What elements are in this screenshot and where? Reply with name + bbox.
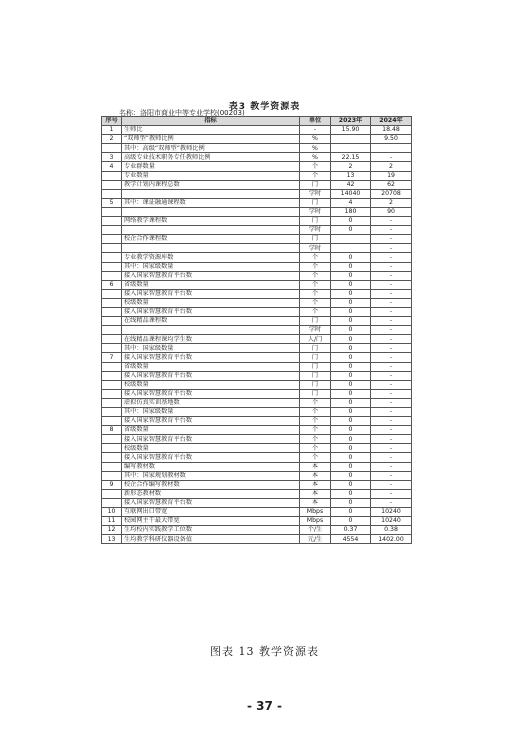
table-row [102,371,412,380]
row-unit: 个 [300,271,331,280]
row-value-2024: - [371,262,412,271]
table-row [102,489,412,498]
row-indicator: 校级数量 [122,444,300,453]
row-number: 7 [102,353,122,362]
row-value-2024: - [371,480,412,489]
table-header-row [102,117,412,126]
row-number [102,307,122,316]
table-row [102,171,412,180]
row-value-2024: 2 [371,198,412,207]
row-indicator [122,226,300,235]
row-indicator: 接入国家智慧教育平台数 [122,371,300,380]
row-value-2024: - [371,453,412,462]
row-value-2024: 18.48 [371,126,412,135]
row-value-2024: - [371,435,412,444]
row-number: 3 [102,153,122,162]
row-unit: 个 [300,253,331,262]
row-unit: 门 [300,235,331,244]
row-value-2024: 2 [371,162,412,171]
row-value-2023: 4554 [331,535,371,544]
row-value-2023: 0 [331,444,371,453]
row-value-2023: 180 [331,207,371,216]
row-unit: % [300,135,331,144]
row-indicator [122,189,300,198]
row-value-2024: - [371,380,412,389]
row-number [102,298,122,307]
row-unit: 个 [300,298,331,307]
row-value-2024: - [371,371,412,380]
row-value-2023: 0.37 [331,526,371,535]
row-value-2024: - [371,408,412,417]
row-unit: % [300,153,331,162]
row-number [102,444,122,453]
table-row [102,244,412,253]
row-indicator: 新形态教材数 [122,489,300,498]
row-value-2023 [331,135,371,144]
row-unit: 个 [300,444,331,453]
row-indicator: 接入国家智慧教育平台数 [122,453,300,462]
row-value-2024: 90 [371,207,412,216]
row-indicator: 生均教学科研仪器设备值 [122,535,300,544]
table-row [102,144,412,153]
row-number [102,226,122,235]
row-number [102,380,122,389]
table-row [102,389,412,398]
row-indicator: 校级数量 [122,380,300,389]
table-row [102,317,412,326]
table-row [102,198,412,207]
row-unit: 门 [300,353,331,362]
row-unit: 个 [300,408,331,417]
row-value-2023: 0 [331,317,371,326]
table-row [102,398,412,407]
row-value-2023: 0 [331,417,371,426]
row-value-2024: - [371,317,412,326]
row-indicator: 在线精品课程数 [122,317,300,326]
row-number [102,262,122,271]
table-row [102,217,412,226]
row-unit: 个 [300,426,331,435]
row-number: 4 [102,162,122,171]
row-unit: 本 [300,471,331,480]
row-unit: % [300,144,331,153]
row-indicator: 专业数量 [122,171,300,180]
row-unit: 本 [300,489,331,498]
row-unit: 门 [300,217,331,226]
row-unit: 个 [300,453,331,462]
row-indicator: 接入国家智慧教育平台数 [122,435,300,444]
row-unit: 人/门 [300,335,331,344]
row-value-2024: 10240 [371,508,412,517]
row-number: 12 [102,526,122,535]
row-value-2023 [331,235,371,244]
row-value-2023: 0 [331,289,371,298]
row-value-2024: - [371,398,412,407]
row-value-2024: - [371,344,412,353]
row-indicator: 其中：国家规划教材数 [122,471,300,480]
row-value-2023: 0 [331,453,371,462]
row-number [102,335,122,344]
row-number [102,471,122,480]
row-value-2023: 0 [331,371,371,380]
row-value-2023: 0 [331,462,371,471]
table-row [102,444,412,453]
row-unit: 学时 [300,189,331,198]
row-value-2024: - [371,271,412,280]
row-unit: 个 [300,417,331,426]
row-unit: 个 [300,171,331,180]
row-number [102,408,122,417]
header-no: 序号 [102,117,122,126]
row-indicator: 其中：课证融通课程数 [122,198,300,207]
row-unit: 门 [300,344,331,353]
row-number [102,344,122,353]
row-number [102,326,122,335]
row-indicator: 校企合作编写教材数 [122,480,300,489]
row-value-2023: 0 [331,362,371,371]
row-value-2024: - [371,471,412,480]
table-row [102,471,412,480]
row-value-2024: 9.50 [371,135,412,144]
row-value-2024: - [371,417,412,426]
row-value-2023: 0 [331,353,371,362]
row-value-2023: 0 [331,280,371,289]
row-indicator: 校园网主干最大带宽 [122,517,300,526]
table-row [102,326,412,335]
row-indicator: 接入国家智慧教育平台数 [122,417,300,426]
row-unit: 门 [300,198,331,207]
row-unit: 门 [300,389,331,398]
row-value-2023: 0 [331,344,371,353]
row-value-2024: - [371,389,412,398]
table-row [102,526,412,535]
row-unit: Mbps [300,508,331,517]
table-row [102,271,412,280]
row-value-2023: 0 [331,426,371,435]
row-indicator: 生师比 [122,126,300,135]
row-indicator: 校级数量 [122,298,300,307]
row-indicator: 高级专业技术职务专任教师比例 [122,153,300,162]
row-unit: 个/生 [300,526,331,535]
row-unit: 学时 [300,326,331,335]
row-value-2023: 0 [331,471,371,480]
table-row [102,517,412,526]
row-indicator: 省级数量 [122,426,300,435]
row-value-2024: - [371,489,412,498]
table-row [102,162,412,171]
row-value-2023: 0 [331,498,371,507]
header-unit: 单位 [300,117,331,126]
row-value-2024: 20708 [371,189,412,198]
row-value-2024: - [371,253,412,262]
table-row [102,298,412,307]
row-indicator [122,207,300,216]
row-unit: 门 [300,180,331,189]
row-indicator: 在线精品课程课均学生数 [122,335,300,344]
row-value-2024: - [371,289,412,298]
row-number [102,244,122,253]
table-row [102,307,412,316]
row-indicator: 接入国家智慧教育平台数 [122,353,300,362]
row-number [102,217,122,226]
row-value-2024: - [371,280,412,289]
row-value-2024: - [371,298,412,307]
row-value-2023: 0 [331,307,371,316]
row-number [102,389,122,398]
table-row [102,180,412,189]
figure-caption: 图表 13 教学资源表 [210,645,319,658]
row-value-2023: 0 [331,489,371,498]
row-unit: Mbps [300,517,331,526]
row-unit: 学时 [300,207,331,216]
row-number: 2 [102,135,122,144]
row-indicator: 互联网出口带宽 [122,508,300,517]
table-row [102,189,412,198]
row-indicator: 其中：高级“双师型”教师比例 [122,144,300,153]
row-indicator: 网络教学课程数 [122,217,300,226]
row-value-2023: 0 [331,271,371,280]
row-value-2024: - [371,307,412,316]
row-indicator: 专业群数量 [122,162,300,171]
table-row [102,426,412,435]
row-indicator [122,244,300,253]
row-indicator: 其中：国家级数量 [122,262,300,271]
row-indicator: 接入国家智慧教育平台数 [122,271,300,280]
table-row [102,280,412,289]
table-row [102,235,412,244]
table-row [102,498,412,507]
row-unit: 个 [300,262,331,271]
teaching-resources-table [101,116,412,544]
table-row [102,435,412,444]
row-number [102,453,122,462]
row-number: 1 [102,126,122,135]
header-2024: 2024年 [371,117,412,126]
row-indicator: 接入国家智慧教育平台数 [122,389,300,398]
table-row [102,480,412,489]
row-indicator: 其中：国家级数量 [122,408,300,417]
row-value-2023: 0 [331,253,371,262]
row-value-2023 [331,244,371,253]
row-number [102,289,122,298]
row-unit: 门 [300,371,331,380]
row-value-2024: - [371,498,412,507]
table-title: 表3 教学资源表 [228,102,301,112]
row-number [102,362,122,371]
row-number: 11 [102,517,122,526]
row-indicator [122,326,300,335]
row-value-2023: 0 [331,398,371,407]
row-value-2023: 0 [331,298,371,307]
row-value-2023: 0 [331,217,371,226]
row-value-2024: - [371,462,412,471]
table-row [102,362,412,371]
row-indicator: 接入国家智慧教育平台数 [122,498,300,507]
row-value-2024: 10240 [371,517,412,526]
row-unit: 学时 [300,244,331,253]
row-value-2023: 0 [331,262,371,271]
row-value-2023: 0 [331,508,371,517]
row-number [102,417,122,426]
row-value-2024: - [371,326,412,335]
row-number: 6 [102,280,122,289]
row-unit: 个 [300,435,331,444]
row-value-2024: 19 [371,171,412,180]
row-value-2024: - [371,426,412,435]
row-number [102,253,122,262]
row-unit: 本 [300,462,331,471]
row-value-2023: 0 [331,435,371,444]
row-value-2024: - [371,153,412,162]
row-number [102,371,122,380]
row-value-2024: - [371,244,412,253]
row-value-2023: 0 [331,226,371,235]
table-row [102,380,412,389]
table-row [102,462,412,471]
page-number: - 37 - [246,699,282,713]
row-indicator: 省级数量 [122,362,300,371]
table-row [102,335,412,344]
row-number [102,144,122,153]
school-name-line: 名称：洛阳市商业中等专业学校(00203) [119,109,245,117]
table-row [102,508,412,517]
table-row [102,262,412,271]
row-value-2024: - [371,335,412,344]
table-row [102,153,412,162]
row-value-2023: 13 [331,171,371,180]
row-value-2023: 0 [331,326,371,335]
row-number: 8 [102,426,122,435]
row-indicator: 校企合作课程数 [122,235,300,244]
row-indicator: 编写教材数 [122,462,300,471]
table-row [102,353,412,362]
row-number [102,207,122,216]
row-indicator: 接入国家智慧教育平台数 [122,289,300,298]
row-unit: 个 [300,307,331,316]
header-indicator: 指标 [122,117,300,126]
row-indicator: 专业教学资源库数 [122,253,300,262]
row-unit: 门 [300,380,331,389]
row-value-2024: - [371,226,412,235]
row-unit: 个 [300,280,331,289]
row-unit: 个 [300,289,331,298]
row-number: 13 [102,535,122,544]
row-unit: - [300,126,331,135]
row-value-2023: 0 [331,389,371,398]
row-number [102,180,122,189]
row-value-2024: 1402.00 [371,535,412,544]
row-value-2023: 0 [331,480,371,489]
row-number: 9 [102,480,122,489]
row-number [102,498,122,507]
row-indicator: 教学计划内课程总数 [122,180,300,189]
row-number: 5 [102,198,122,207]
row-value-2023: 0 [331,408,371,417]
table-row [102,226,412,235]
row-indicator: “双师型”教师比例 [122,135,300,144]
row-value-2023 [331,144,371,153]
table-row [102,289,412,298]
row-indicator: 省级数量 [122,280,300,289]
row-unit: 门 [300,362,331,371]
row-unit: 本 [300,480,331,489]
row-unit: 元/生 [300,535,331,544]
row-value-2023: 0 [331,517,371,526]
row-value-2024: - [371,235,412,244]
row-value-2023: 2 [331,162,371,171]
row-value-2023: 14040 [331,189,371,198]
row-number [102,271,122,280]
row-unit: 门 [300,317,331,326]
row-value-2024: - [371,362,412,371]
header-2023: 2023年 [331,117,371,126]
row-indicator: 虚拟仿真实训基地数 [122,398,300,407]
row-number [102,435,122,444]
table-row [102,417,412,426]
row-number [102,189,122,198]
row-number [102,317,122,326]
row-unit: 个 [300,162,331,171]
row-indicator: 其中：国家级数量 [122,344,300,353]
table-row [102,453,412,462]
row-number [102,462,122,471]
row-value-2024: - [371,217,412,226]
row-value-2023: 42 [331,180,371,189]
row-number [102,398,122,407]
row-value-2023: 0 [331,380,371,389]
row-indicator: 生均校内实践教学工位数 [122,526,300,535]
row-number [102,235,122,244]
table-row [102,126,412,135]
table-row [102,344,412,353]
row-value-2023: 15.90 [331,126,371,135]
row-value-2024: 62 [371,180,412,189]
row-number [102,489,122,498]
row-unit: 个 [300,398,331,407]
table-row [102,135,412,144]
row-value-2023: 0 [331,335,371,344]
row-number: 10 [102,508,122,517]
row-value-2024: 0.38 [371,526,412,535]
table-row [102,408,412,417]
row-unit: 学时 [300,226,331,235]
row-unit: 本 [300,498,331,507]
row-indicator: 接入国家智慧教育平台数 [122,307,300,316]
table-row [102,207,412,216]
row-value-2024: - [371,353,412,362]
table-row [102,535,412,544]
row-value-2023: 22.15 [331,153,371,162]
row-value-2024 [371,144,412,153]
row-value-2024: - [371,444,412,453]
table-row [102,253,412,262]
row-value-2023: 4 [331,198,371,207]
row-number [102,171,122,180]
